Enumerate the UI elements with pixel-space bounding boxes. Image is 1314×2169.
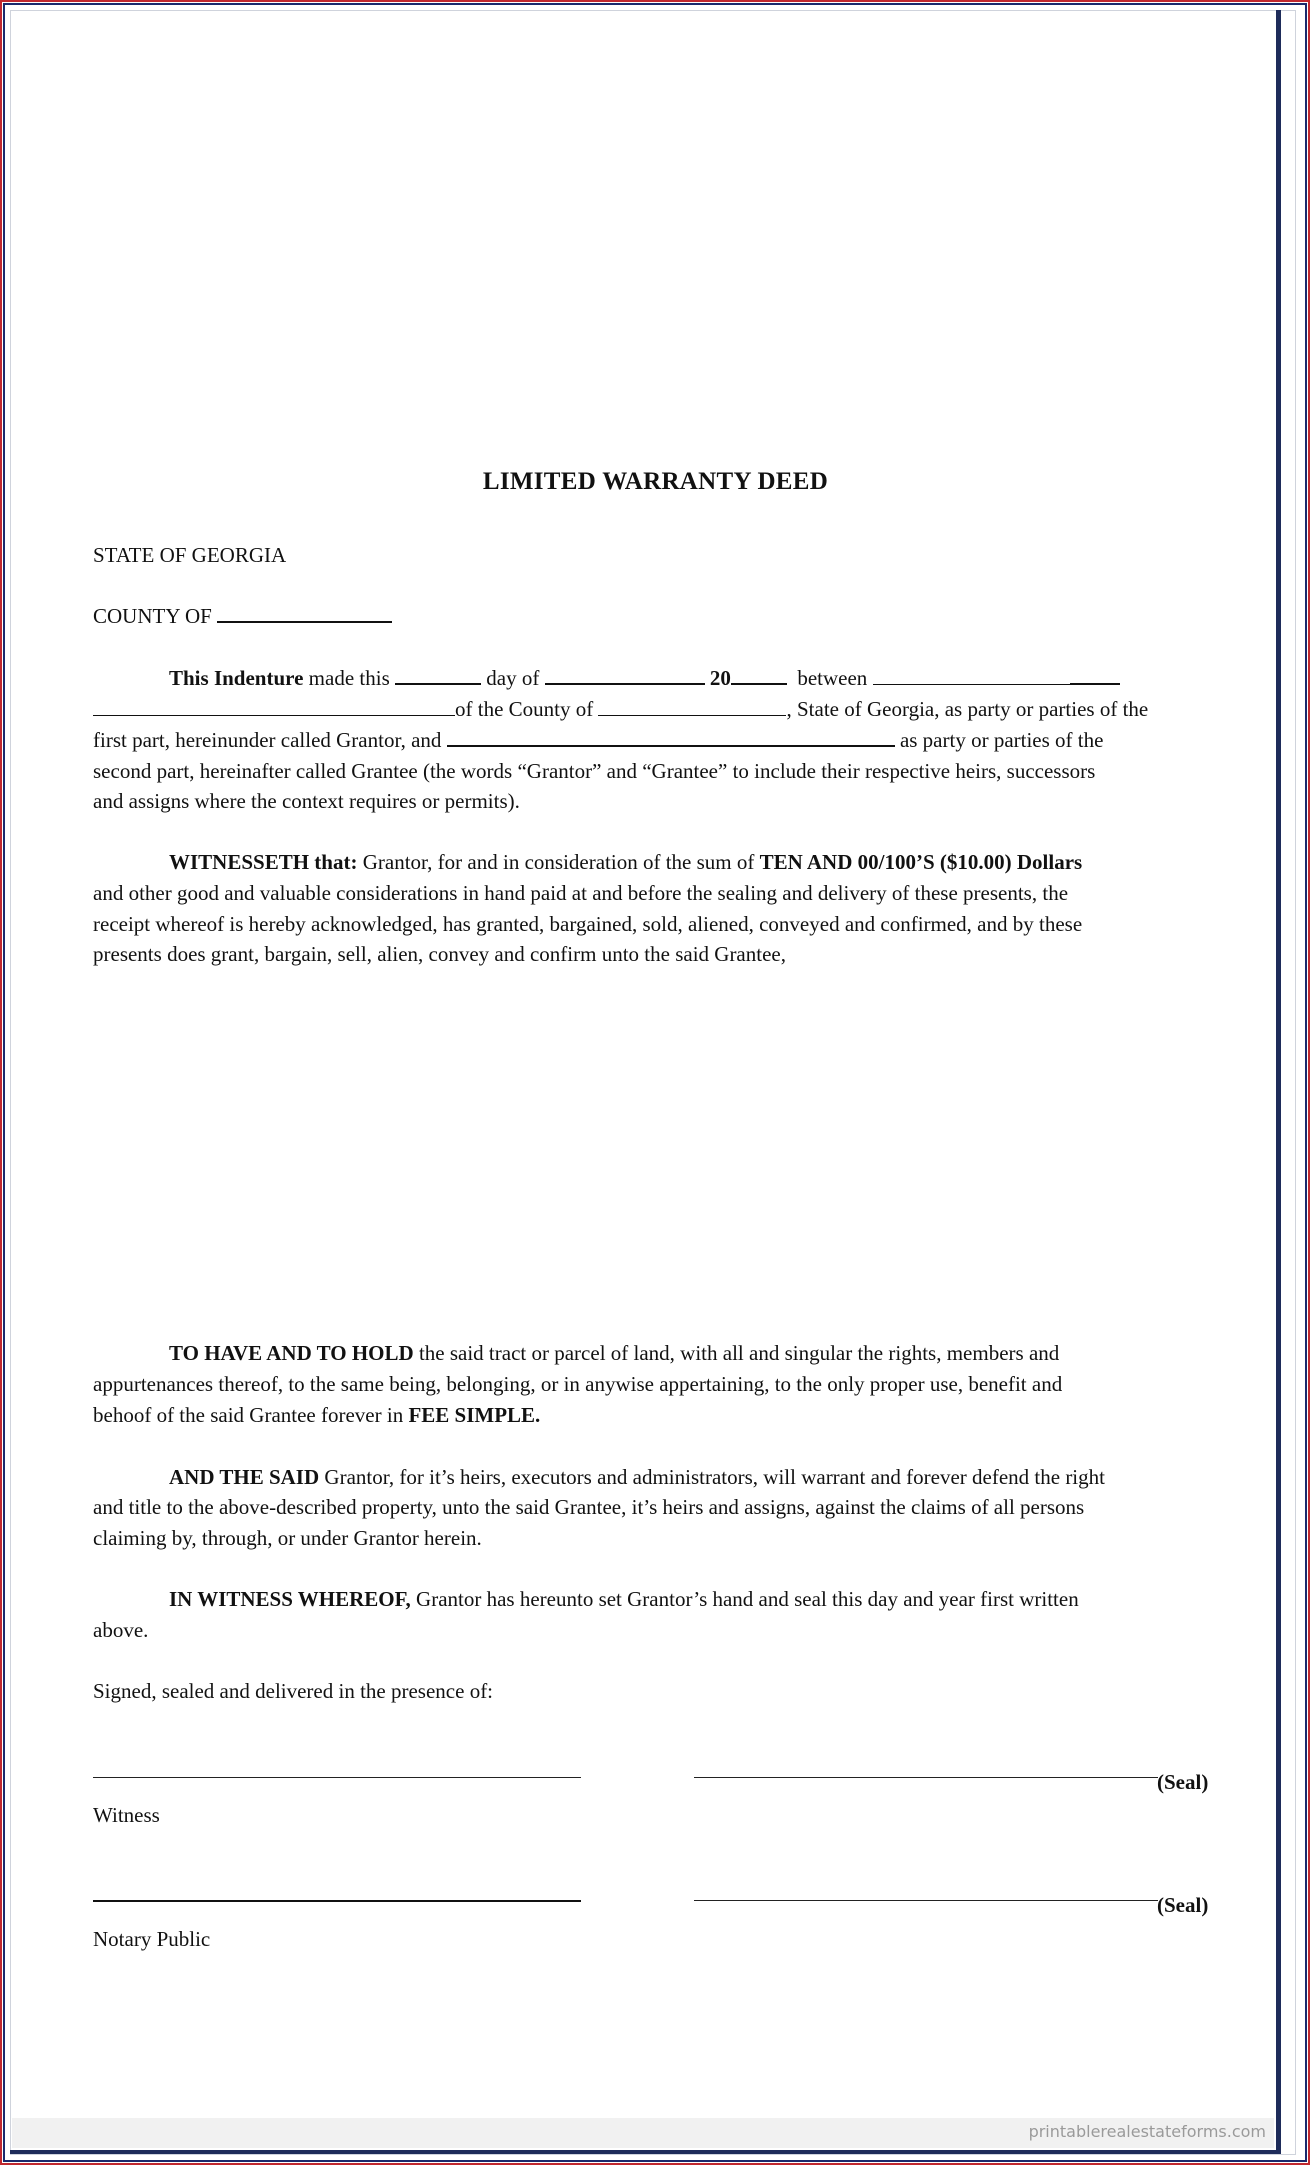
witness-whereof-line-2: above.: [93, 1618, 149, 1642]
grantor-name-blank-a[interactable]: [873, 664, 1070, 685]
warranty-lead: AND THE SAID: [169, 1465, 320, 1489]
witnesseth-line-2: and other good and valuable considerations in hand paid at and before the sealing and delivery of these presents, the: [93, 881, 1069, 905]
witness-signature-line[interactable]: [93, 1777, 581, 1778]
signed-sealed-line: Signed, sealed and delivered in the presence of:: [93, 1679, 494, 1703]
warranty-text: Grantor, for it’s heirs, executors and administrators, will warrant and forever defend the right: [319, 1465, 1105, 1489]
indenture-text: , State of Georgia, as party or parties of the: [786, 697, 1149, 721]
notary-label: Notary Public: [93, 1927, 211, 1951]
witness-label: Witness: [93, 1803, 160, 1827]
witnesseth-lead: WITNESSETH that:: [169, 850, 358, 874]
day-blank[interactable]: [395, 663, 481, 685]
year-blank[interactable]: [731, 663, 787, 685]
witnesseth-line-4: presents does grant, bargain, sell, alien, convey and confirm unto the said Grantee,: [93, 942, 786, 966]
month-blank[interactable]: [545, 663, 705, 685]
indenture-line-3: [93, 725, 1218, 756]
witnesseth-text: Grantor, for and in consideration of the sum of: [357, 850, 760, 874]
habendum-line-3: [93, 1400, 1218, 1431]
habendum-line-2: appurtenances thereof, to the same being, belonging, or in anywise appertaining, to the only proper use, benefit and: [93, 1372, 1063, 1396]
indenture-lead: This Indenture: [169, 666, 304, 690]
seal-label-2: (Seal): [1157, 1893, 1209, 1917]
grantee-name-blank[interactable]: [447, 725, 895, 747]
seal-label-1: (Seal): [1157, 1770, 1209, 1794]
habendum-text: the said tract or parcel of land, with all and singular the rights, members and: [413, 1341, 1060, 1365]
indenture-text: as party or parties of the: [894, 728, 1104, 752]
warranty-line-1: [93, 1462, 1218, 1493]
fee-simple: FEE SIMPLE.: [408, 1403, 541, 1427]
witnesseth-line-3: receipt whereof is hereby acknowledged, has granted, bargained, sold, aliened, conveyed and confirmed, and by these: [93, 912, 1083, 936]
grantor-county-blank[interactable]: [598, 695, 786, 716]
warranty-line-2: and title to the above-described property, unto the said Grantee, it’s heirs and assigns, against the claims of all persons: [93, 1495, 1085, 1519]
indenture-text: first part, hereinunder called Grantor, and: [93, 728, 447, 752]
indenture-text: made this: [303, 666, 395, 690]
indenture-text: between: [792, 666, 873, 690]
grantor-name-blank-c[interactable]: [93, 695, 455, 716]
indenture-line-4: second part, hereinafter called Grantee (the words “Grantor” and “Grantee” to include their respective heirs, successors: [93, 759, 1096, 783]
county-blank[interactable]: [217, 601, 392, 623]
habendum-text: behoof of the said Grantee forever in: [93, 1403, 409, 1427]
notary-signature-line[interactable]: [93, 1900, 581, 1902]
witnesseth-line-1: [93, 847, 1218, 878]
county-label: COUNTY OF: [93, 604, 212, 628]
habendum-line-1: [93, 1338, 1218, 1369]
state-line: STATE OF GEORGIA: [93, 543, 287, 567]
indenture-text: of the County of: [455, 697, 599, 721]
document-title: LIMITED WARRANTY DEED: [482, 468, 829, 495]
grantor-name-blank-b[interactable]: [1070, 663, 1120, 685]
habendum-lead: TO HAVE AND TO HOLD: [169, 1341, 414, 1365]
year-prefix: 20: [709, 666, 731, 690]
page-shadow-bottom: [10, 2150, 1281, 2154]
indenture-line-2: [93, 694, 1218, 725]
indenture-text: day of: [481, 666, 545, 690]
witness-whereof-line-1: [93, 1584, 1218, 1615]
witness-whereof-lead: IN WITNESS WHEREOF,: [169, 1587, 411, 1611]
watermark: printablerealestateforms.com: [1028, 2122, 1266, 2141]
page-border-inner: [10, 10, 1296, 2155]
page-shadow-right: [1276, 10, 1281, 2150]
indenture-line-5: and assigns where the context requires or permits).: [93, 789, 520, 813]
warranty-line-3: claiming by, through, or under Grantor herein.: [93, 1526, 482, 1550]
witness-whereof-text: Grantor has hereunto set Grantor’s hand and seal this day and year first written: [410, 1587, 1079, 1611]
grantor-signature-line-2[interactable]: [694, 1900, 1158, 1901]
grantor-signature-line-1[interactable]: [694, 1777, 1158, 1778]
indenture-line-1: [93, 663, 1218, 694]
county-line: [93, 601, 1218, 632]
consideration-amount: TEN AND 00/100’S ($10.00) Dollars: [759, 850, 1083, 874]
